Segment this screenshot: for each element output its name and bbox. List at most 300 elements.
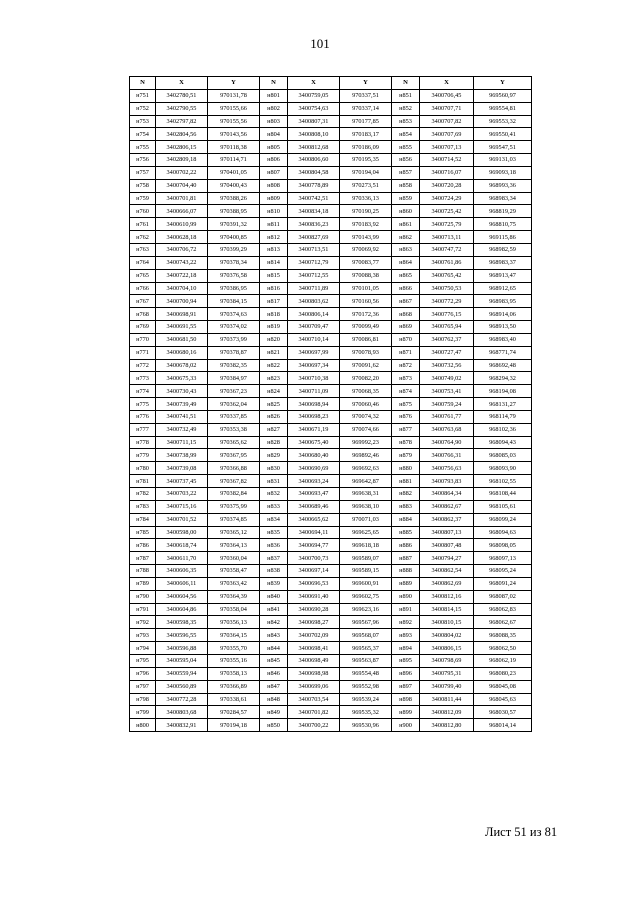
table-row [130, 179, 532, 192]
point-id-cell: н751 [130, 89, 156, 102]
x-coordinate-cell: 3400713,51 [288, 243, 340, 256]
table-header-row [130, 77, 532, 90]
point-id-cell: н802 [260, 102, 288, 115]
x-coordinate-cell: 3400799,40 [420, 680, 474, 693]
point-id-cell: н863 [392, 243, 420, 256]
x-coordinate-cell: 3400618,74 [156, 539, 208, 552]
point-id-cell: н821 [260, 346, 288, 359]
point-id-cell: н786 [130, 539, 156, 552]
point-id-cell: н854 [392, 128, 420, 141]
point-id-cell: н799 [130, 706, 156, 719]
point-id-cell: н870 [392, 333, 420, 346]
point-id-cell: н878 [392, 436, 420, 449]
y-coordinate-cell: 968810,75 [474, 218, 532, 231]
y-coordinate-cell: 970375,99 [208, 500, 260, 513]
x-coordinate-cell: 3400806,15 [420, 642, 474, 655]
x-coordinate-cell: 3400765,94 [420, 321, 474, 334]
point-id-cell: н853 [392, 115, 420, 128]
y-coordinate-cell: 970118,38 [208, 141, 260, 154]
point-id-cell: н832 [260, 488, 288, 501]
y-coordinate-cell: 968062,67 [474, 616, 532, 629]
table-row [130, 475, 532, 488]
point-id-cell: н897 [392, 680, 420, 693]
x-coordinate-cell: 3400689,46 [288, 500, 340, 513]
header-x: X [156, 77, 208, 90]
x-coordinate-cell: 3400709,47 [288, 321, 340, 334]
y-coordinate-cell: 968085,03 [474, 449, 532, 462]
y-coordinate-cell: 968062,50 [474, 642, 532, 655]
point-id-cell: н856 [392, 154, 420, 167]
table-row [130, 282, 532, 295]
point-id-cell: н871 [392, 346, 420, 359]
y-coordinate-cell: 969638,31 [340, 488, 392, 501]
x-coordinate-cell: 3400598,35 [156, 616, 208, 629]
point-id-cell: н782 [130, 488, 156, 501]
y-coordinate-cell: 970355,70 [208, 642, 260, 655]
point-id-cell: н838 [260, 565, 288, 578]
y-coordinate-cell: 970378,87 [208, 346, 260, 359]
point-id-cell: н839 [260, 577, 288, 590]
table-row [130, 654, 532, 667]
y-coordinate-cell: 970086,81 [340, 333, 392, 346]
x-coordinate-cell: 3400680,16 [156, 346, 208, 359]
x-coordinate-cell: 3400606,35 [156, 565, 208, 578]
y-coordinate-cell: 970378,34 [208, 256, 260, 269]
x-coordinate-cell: 3400756,63 [420, 462, 474, 475]
x-coordinate-cell: 3400604,56 [156, 590, 208, 603]
x-coordinate-cell: 3400611,70 [156, 552, 208, 565]
point-id-cell: н892 [392, 616, 420, 629]
y-coordinate-cell: 970273,51 [340, 179, 392, 192]
y-coordinate-cell: 970374,02 [208, 321, 260, 334]
y-coordinate-cell: 970195,35 [340, 154, 392, 167]
x-coordinate-cell: 3400690,69 [288, 462, 340, 475]
y-coordinate-cell: 968080,23 [474, 667, 532, 680]
table-row [130, 642, 532, 655]
x-coordinate-cell: 3400711,89 [288, 282, 340, 295]
table-row [130, 205, 532, 218]
y-coordinate-cell: 968094,43 [474, 436, 532, 449]
y-coordinate-cell: 969567,96 [340, 616, 392, 629]
y-coordinate-cell: 970363,42 [208, 577, 260, 590]
point-id-cell: н882 [392, 488, 420, 501]
point-id-cell: н877 [392, 423, 420, 436]
x-coordinate-cell: 3400675,33 [156, 372, 208, 385]
point-id-cell: н795 [130, 654, 156, 667]
x-coordinate-cell: 3400772,29 [420, 295, 474, 308]
x-coordinate-cell: 3400706,72 [156, 243, 208, 256]
point-id-cell: н757 [130, 166, 156, 179]
y-coordinate-cell: 969560,97 [474, 89, 532, 102]
point-id-cell: н759 [130, 192, 156, 205]
header-n: N [392, 77, 420, 90]
point-id-cell: н783 [130, 500, 156, 513]
point-id-cell: н752 [130, 102, 156, 115]
point-id-cell: н829 [260, 449, 288, 462]
x-coordinate-cell: 3400703,54 [288, 693, 340, 706]
y-coordinate-cell: 968099,24 [474, 513, 532, 526]
point-id-cell: н831 [260, 475, 288, 488]
y-coordinate-cell: 970358,04 [208, 603, 260, 616]
x-coordinate-cell: 3400666,07 [156, 205, 208, 218]
point-id-cell: н859 [392, 192, 420, 205]
x-coordinate-cell: 3400803,62 [288, 295, 340, 308]
point-id-cell: н851 [392, 89, 420, 102]
y-coordinate-cell: 968913,47 [474, 269, 532, 282]
x-coordinate-cell: 3400628,18 [156, 231, 208, 244]
x-coordinate-cell: 3400675,40 [288, 436, 340, 449]
x-coordinate-cell: 3400678,02 [156, 359, 208, 372]
point-id-cell: н758 [130, 179, 156, 192]
table-row [130, 154, 532, 167]
point-id-cell: н843 [260, 629, 288, 642]
x-coordinate-cell: 3400776,15 [420, 308, 474, 321]
point-id-cell: н852 [392, 102, 420, 115]
y-coordinate-cell: 970183,92 [340, 218, 392, 231]
y-coordinate-cell: 970362,04 [208, 398, 260, 411]
y-coordinate-cell: 970367,95 [208, 449, 260, 462]
y-coordinate-cell: 970391,32 [208, 218, 260, 231]
point-id-cell: н898 [392, 693, 420, 706]
y-coordinate-cell: 968194,08 [474, 385, 532, 398]
x-coordinate-cell: 3400724,29 [420, 192, 474, 205]
x-coordinate-cell: 3400725,42 [420, 205, 474, 218]
point-id-cell: н887 [392, 552, 420, 565]
y-coordinate-cell: 970284,57 [208, 706, 260, 719]
table-row [130, 449, 532, 462]
table-row [130, 719, 532, 732]
table-row [130, 89, 532, 102]
x-coordinate-cell: 3400716,07 [420, 166, 474, 179]
point-id-cell: н820 [260, 333, 288, 346]
point-id-cell: н777 [130, 423, 156, 436]
point-id-cell: н864 [392, 256, 420, 269]
point-id-cell: н830 [260, 462, 288, 475]
y-coordinate-cell: 968102,55 [474, 475, 532, 488]
point-id-cell: н770 [130, 333, 156, 346]
table-row [130, 321, 532, 334]
x-coordinate-cell: 3400681,50 [156, 333, 208, 346]
point-id-cell: н841 [260, 603, 288, 616]
x-coordinate-cell: 3400701,81 [156, 192, 208, 205]
y-coordinate-cell: 968771,74 [474, 346, 532, 359]
x-coordinate-cell: 3402809,18 [156, 154, 208, 167]
x-coordinate-cell: 3400598,00 [156, 526, 208, 539]
x-coordinate-cell: 3400703,22 [156, 488, 208, 501]
table-row [130, 590, 532, 603]
point-id-cell: н805 [260, 141, 288, 154]
point-id-cell: н760 [130, 205, 156, 218]
point-id-cell: н827 [260, 423, 288, 436]
y-coordinate-cell: 968294,32 [474, 372, 532, 385]
point-id-cell: н891 [392, 603, 420, 616]
table-body [130, 89, 532, 731]
x-coordinate-cell: 3400794,27 [420, 552, 474, 565]
point-id-cell: н848 [260, 693, 288, 706]
x-coordinate-cell: 3402780,51 [156, 89, 208, 102]
x-coordinate-cell: 3400559,94 [156, 667, 208, 680]
point-id-cell: н888 [392, 565, 420, 578]
y-coordinate-cell: 969642,87 [340, 475, 392, 488]
y-coordinate-cell: 968088,35 [474, 629, 532, 642]
sheet-label: Лист 51 из 81 [485, 825, 558, 839]
y-coordinate-cell: 970360,04 [208, 552, 260, 565]
x-coordinate-cell: 3400700,94 [156, 295, 208, 308]
x-coordinate-cell: 3400749,02 [420, 372, 474, 385]
point-id-cell: н811 [260, 218, 288, 231]
point-id-cell: н836 [260, 539, 288, 552]
y-coordinate-cell: 968914,06 [474, 308, 532, 321]
point-id-cell: н899 [392, 706, 420, 719]
x-coordinate-cell: 3400691,55 [156, 321, 208, 334]
table-row [130, 577, 532, 590]
table-row [130, 513, 532, 526]
y-coordinate-cell: 970386,95 [208, 282, 260, 295]
y-coordinate-cell: 970194,18 [208, 719, 260, 732]
y-coordinate-cell: 970155,66 [208, 102, 260, 115]
point-id-cell: н840 [260, 590, 288, 603]
table-row [130, 706, 532, 719]
y-coordinate-cell: 969589,15 [340, 565, 392, 578]
table-row [130, 693, 532, 706]
x-coordinate-cell: 3400704,10 [156, 282, 208, 295]
point-id-cell: н755 [130, 141, 156, 154]
point-id-cell: н768 [130, 308, 156, 321]
x-coordinate-cell: 3400596,88 [156, 642, 208, 655]
point-id-cell: н810 [260, 205, 288, 218]
y-coordinate-cell: 970337,85 [208, 410, 260, 423]
x-coordinate-cell: 3400712,79 [288, 256, 340, 269]
point-id-cell: н791 [130, 603, 156, 616]
point-id-cell: н823 [260, 372, 288, 385]
y-coordinate-cell: 970091,62 [340, 359, 392, 372]
table-row [130, 308, 532, 321]
x-coordinate-cell: 3400766,31 [420, 449, 474, 462]
x-coordinate-cell: 3400807,31 [288, 115, 340, 128]
x-coordinate-cell: 3400804,02 [420, 629, 474, 642]
x-coordinate-cell: 3400698,23 [288, 410, 340, 423]
x-coordinate-cell: 3400700,73 [288, 552, 340, 565]
y-coordinate-cell: 970060,46 [340, 398, 392, 411]
table-row [130, 488, 532, 501]
table-row [130, 526, 532, 539]
y-coordinate-cell: 969600,91 [340, 577, 392, 590]
y-coordinate-cell: 970355,16 [208, 654, 260, 667]
y-coordinate-cell: 970364,39 [208, 590, 260, 603]
y-coordinate-cell: 968087,02 [474, 590, 532, 603]
y-coordinate-cell: 970099,49 [340, 321, 392, 334]
y-coordinate-cell: 968102,36 [474, 423, 532, 436]
point-id-cell: н875 [392, 398, 420, 411]
point-id-cell: н775 [130, 398, 156, 411]
x-coordinate-cell: 3400761,86 [420, 256, 474, 269]
table-row [130, 423, 532, 436]
y-coordinate-cell: 970177,85 [340, 115, 392, 128]
point-id-cell: н808 [260, 179, 288, 192]
x-coordinate-cell: 3400604,86 [156, 603, 208, 616]
x-coordinate-cell: 3400606,11 [156, 577, 208, 590]
point-id-cell: н858 [392, 179, 420, 192]
y-coordinate-cell: 968098,05 [474, 539, 532, 552]
y-coordinate-cell: 970365,62 [208, 436, 260, 449]
point-id-cell: н756 [130, 154, 156, 167]
point-id-cell: н884 [392, 513, 420, 526]
x-coordinate-cell: 3400761,77 [420, 410, 474, 423]
x-coordinate-cell: 3400697,14 [288, 565, 340, 578]
y-coordinate-cell: 968108,44 [474, 488, 532, 501]
header-y: Y [474, 77, 532, 90]
point-id-cell: н817 [260, 295, 288, 308]
x-coordinate-cell: 3400739,49 [156, 398, 208, 411]
y-coordinate-cell: 970388,26 [208, 192, 260, 205]
x-coordinate-cell: 3400737,45 [156, 475, 208, 488]
y-coordinate-cell: 970373,99 [208, 333, 260, 346]
x-coordinate-cell: 3400764,90 [420, 436, 474, 449]
y-coordinate-cell: 970172,36 [340, 308, 392, 321]
x-coordinate-cell: 3400754,63 [288, 102, 340, 115]
point-id-cell: н753 [130, 115, 156, 128]
y-coordinate-cell: 969563,87 [340, 654, 392, 667]
point-id-cell: н754 [130, 128, 156, 141]
x-coordinate-cell: 3400596,55 [156, 629, 208, 642]
x-coordinate-cell: 3400698,94 [288, 398, 340, 411]
y-coordinate-cell: 969530,96 [340, 719, 392, 732]
point-id-cell: н895 [392, 654, 420, 667]
point-id-cell: н860 [392, 205, 420, 218]
y-coordinate-cell: 969692,63 [340, 462, 392, 475]
x-coordinate-cell: 3400707,69 [420, 128, 474, 141]
point-id-cell: н804 [260, 128, 288, 141]
x-coordinate-cell: 3400711,09 [288, 385, 340, 398]
x-coordinate-cell: 3400798,69 [420, 654, 474, 667]
x-coordinate-cell: 3400803,68 [156, 706, 208, 719]
x-coordinate-cell: 3400772,28 [156, 693, 208, 706]
y-coordinate-cell: 968983,95 [474, 295, 532, 308]
table-row [130, 115, 532, 128]
x-coordinate-cell: 3400698,91 [156, 308, 208, 321]
y-coordinate-cell: 969131,03 [474, 154, 532, 167]
x-coordinate-cell: 3400811,44 [420, 693, 474, 706]
table-row [130, 141, 532, 154]
point-id-cell: н845 [260, 654, 288, 667]
y-coordinate-cell: 970114,71 [208, 154, 260, 167]
point-id-cell: н789 [130, 577, 156, 590]
x-coordinate-cell: 3400827,69 [288, 231, 340, 244]
x-coordinate-cell: 3400862,69 [420, 577, 474, 590]
x-coordinate-cell: 3400725,79 [420, 218, 474, 231]
y-coordinate-cell: 970384,15 [208, 295, 260, 308]
point-id-cell: н800 [130, 719, 156, 732]
point-id-cell: н787 [130, 552, 156, 565]
x-coordinate-cell: 3400765,42 [420, 269, 474, 282]
y-coordinate-cell: 968983,40 [474, 333, 532, 346]
point-id-cell: н883 [392, 500, 420, 513]
y-coordinate-cell: 968105,61 [474, 500, 532, 513]
y-coordinate-cell: 970400,85 [208, 231, 260, 244]
y-coordinate-cell: 970082,20 [340, 372, 392, 385]
y-coordinate-cell: 970069,92 [340, 243, 392, 256]
table-row [130, 565, 532, 578]
x-coordinate-cell: 3400560,89 [156, 680, 208, 693]
x-coordinate-cell: 3400738,99 [156, 449, 208, 462]
table-row [130, 629, 532, 642]
point-id-cell: н868 [392, 308, 420, 321]
table-row [130, 680, 532, 693]
x-coordinate-cell: 3400743,22 [156, 256, 208, 269]
point-id-cell: н866 [392, 282, 420, 295]
x-coordinate-cell: 3400665,62 [288, 513, 340, 526]
point-id-cell: н869 [392, 321, 420, 334]
table-row [130, 231, 532, 244]
point-id-cell: н862 [392, 231, 420, 244]
x-coordinate-cell: 3400722,18 [156, 269, 208, 282]
point-id-cell: н900 [392, 719, 420, 732]
x-coordinate-cell: 3400595,04 [156, 654, 208, 667]
y-coordinate-cell: 970374,63 [208, 308, 260, 321]
point-id-cell: н779 [130, 449, 156, 462]
x-coordinate-cell: 3400702,22 [156, 166, 208, 179]
x-coordinate-cell: 3400701,82 [288, 706, 340, 719]
point-id-cell: н833 [260, 500, 288, 513]
x-coordinate-cell: 3400812,68 [288, 141, 340, 154]
table-row [130, 603, 532, 616]
y-coordinate-cell: 969553,32 [474, 115, 532, 128]
x-coordinate-cell: 3400710,38 [288, 372, 340, 385]
table-row [130, 269, 532, 282]
table-row [130, 667, 532, 680]
y-coordinate-cell: 969625,65 [340, 526, 392, 539]
x-coordinate-cell: 3400862,67 [420, 500, 474, 513]
y-coordinate-cell: 970358,47 [208, 565, 260, 578]
y-coordinate-cell: 970366,88 [208, 462, 260, 475]
point-id-cell: н776 [130, 410, 156, 423]
table-row [130, 128, 532, 141]
point-id-cell: н822 [260, 359, 288, 372]
y-coordinate-cell: 970356,13 [208, 616, 260, 629]
header-x: X [420, 77, 474, 90]
x-coordinate-cell: 3402790,55 [156, 102, 208, 115]
point-id-cell: н798 [130, 693, 156, 706]
point-id-cell: н780 [130, 462, 156, 475]
point-id-cell: н801 [260, 89, 288, 102]
y-coordinate-cell: 968912,65 [474, 282, 532, 295]
x-coordinate-cell: 3400691,40 [288, 590, 340, 603]
x-coordinate-cell: 3400713,11 [420, 231, 474, 244]
x-coordinate-cell: 3400747,72 [420, 243, 474, 256]
x-coordinate-cell: 3400812,80 [420, 719, 474, 732]
point-id-cell: н763 [130, 243, 156, 256]
x-coordinate-cell: 3400700,22 [288, 719, 340, 732]
y-coordinate-cell: 970374,85 [208, 513, 260, 526]
point-id-cell: н797 [130, 680, 156, 693]
table-row [130, 192, 532, 205]
x-coordinate-cell: 3400720,28 [420, 179, 474, 192]
x-coordinate-cell: 3400711,15 [156, 436, 208, 449]
point-id-cell: н874 [392, 385, 420, 398]
table-row [130, 166, 532, 179]
point-id-cell: н794 [130, 642, 156, 655]
point-id-cell: н857 [392, 166, 420, 179]
y-coordinate-cell: 969623,16 [340, 603, 392, 616]
table-row [130, 539, 532, 552]
point-id-cell: н764 [130, 256, 156, 269]
x-coordinate-cell: 3400714,52 [420, 154, 474, 167]
point-id-cell: н781 [130, 475, 156, 488]
y-coordinate-cell: 970366,89 [208, 680, 260, 693]
y-coordinate-cell: 969554,81 [474, 102, 532, 115]
point-id-cell: н894 [392, 642, 420, 655]
point-id-cell: н880 [392, 462, 420, 475]
